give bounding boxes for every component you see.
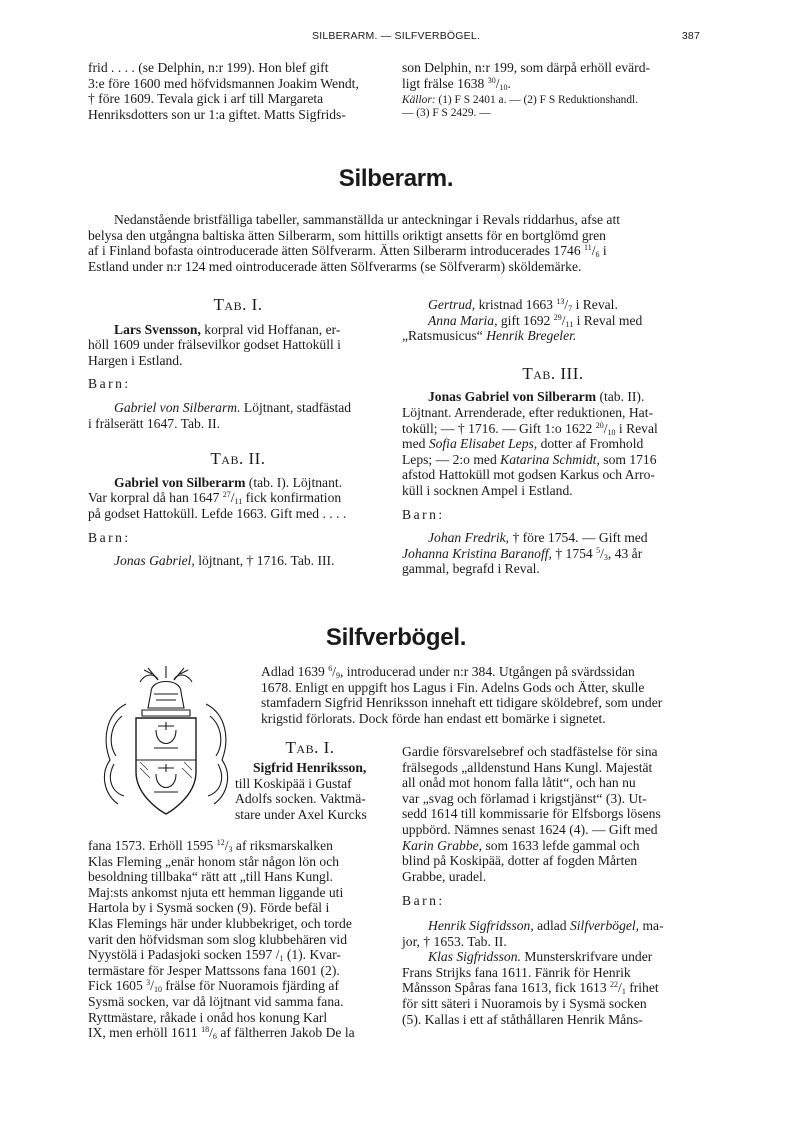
- text-line: stamfadern Sigfrid Henriksson innehaft ett tidigare sköldebref, som under: [261, 695, 663, 711]
- text-line: Fick 1605 $^3/_{10}$ frälse för Nuoramois fjärding af: [88, 978, 339, 995]
- text-line: Karin Grabbe, som 1633 lefde gammal och: [402, 837, 640, 853]
- text-line: blind på Koskipää, dotter af fogden Mårten: [402, 853, 638, 869]
- text-line: belysa den utgångna baltiska ätten Silberarm, som hittills oriktigt ansetts för en bortglömd gren: [88, 227, 606, 243]
- text-line: krigstid förlorats. Dock förde han endast ett bomärke i signetet.: [261, 710, 606, 726]
- text-line: (5). Kallas i ett af ståthållaren Henrik Måns-: [402, 1011, 643, 1027]
- text-line: fana 1573. Erhöll 1595 $^{12}/_3$ af riksmarskalken: [88, 838, 333, 854]
- text-line: för sitt säteri i Nuoramois by i Sysmä socken: [402, 995, 647, 1011]
- silfverbogel-narrow: [235, 760, 389, 822]
- text-line: Grabbe, uradel.: [402, 868, 487, 884]
- silberarm-intro: [88, 212, 703, 274]
- text-line: 1678. Enligt en uppgift hos Lagus i Fin. Adelns Gods och Ätter, skulle: [261, 679, 645, 695]
- text-line: Nyystölä i Padasjoki socken 1597 $/_1$ (1). Kvar-: [88, 947, 341, 964]
- text-line: Klas Flemings här under klubbekriget, och torde: [88, 915, 352, 931]
- children-label: Barn:: [402, 893, 445, 909]
- text-line: gammal, begrafd i Reval.: [402, 561, 540, 577]
- text-line: ligt frälse 1638 $^{30}/_{10}$.: [402, 75, 511, 92]
- text-line: sedd 1614 till kommissarie för Elfsborgs lösens: [402, 806, 661, 822]
- text-line: Johanna Kristina Baranoff, † 1754 $^5/_3$, 43 år: [402, 545, 643, 562]
- continuation-right: [402, 60, 702, 120]
- silfverbogel-intro: [261, 664, 703, 726]
- text-line: Månsson Spåras fana 1613, fick 1613 $^{22}/_1$ frihet: [402, 980, 659, 997]
- text-line: toküll; — † 1716. — Gift 1:o 1622 $^{20}/_{10}$ i Reval: [402, 420, 658, 437]
- silberarm-right-column: [402, 297, 704, 577]
- sources-cont: — (3) F S 2429. —: [402, 107, 491, 120]
- silberarm-left-column: [88, 297, 388, 569]
- children-label: Barn:: [88, 529, 131, 545]
- text-line: all onåd mot honom falla låtit“, och han nu: [402, 775, 636, 791]
- running-title: SILBERARM. — SILFVERBÖGEL.: [312, 30, 480, 42]
- silfverbogel-right-column: [402, 744, 704, 1027]
- child-entry: Gabriel von Silberarm. Löjtnant, stadfästad: [114, 399, 352, 415]
- text-line: Frans Strijks fana 1611. Fänrik för Henrik: [402, 964, 631, 980]
- child-entry: Klas Sigfridsson. Munsterskrifvare under: [428, 949, 653, 965]
- child-entry: Gertrud, kristnad 1663 $^{13}/_7$ i Reval.: [428, 297, 618, 313]
- text-line: Hartola by i Sysmä socken (9). Förde befäl i: [88, 900, 330, 916]
- text-line: var „svag och förlamad i krigstjänst“ (3). Ut-: [402, 790, 647, 806]
- text-line: Löjtnant. Arrenderade, efter reduktionen, Hat-: [402, 404, 653, 420]
- running-header: [0, 28, 792, 44]
- text-line: varit den höfvidsman som slog klubbehären vid: [88, 931, 347, 947]
- text-line: jor, † 1653. Tab. II.: [402, 933, 507, 949]
- child-entry: Henrik Sigfridsson, adlad Silfverbögel, ma-: [428, 917, 664, 933]
- entry: Jonas Gabriel von Silberarm (tab. II).: [428, 389, 645, 405]
- silfverbogel-left-column: [88, 838, 389, 1041]
- text-line: Henriksdotters son ur 1:a giftet. Matts Sigfrids-: [88, 106, 346, 122]
- text-line: son Delphin, n:r 199, som därpå erhöll evärd-: [402, 60, 651, 75]
- child-entry: Anna Maria, gift 1692 $^{29}/_{11}$ i Reval med: [428, 312, 643, 329]
- text-line: termästare för Jesper Mattssons fana 1601 (2).: [88, 962, 340, 978]
- section-heading-silberarm: Silberarm.: [338, 165, 454, 192]
- entry: Gabriel von Silberarm (tab. I). Löjtnant.: [114, 474, 343, 490]
- tab-heading: Tab. I.: [285, 738, 335, 757]
- text-line: stare under Axel Kurcks: [235, 806, 367, 822]
- tab-heading: Tab. II.: [210, 449, 266, 469]
- text-line: Estland under n:r 124 med ointroducerade ätten Sölfverarms (se Sölfverarm) sköldemärke.: [88, 258, 582, 274]
- text-line: 3:e före 1600 med höfvidsmannen Joakim Wendt,: [88, 75, 359, 91]
- text-line: † före 1609. Tevala gick i arf till Margareta: [88, 91, 324, 107]
- text-line: Ryttmästare, råkade i onåd hos konung Karl: [88, 1009, 328, 1025]
- text-line: frid . . . . (se Delphin, n:r 199). Hon blef gift: [88, 60, 329, 75]
- text-line: besoldning tillbaka“ rätt att „till Hans Kungl.: [88, 869, 334, 885]
- text-line: till Koskipää i Gustaf: [235, 775, 352, 791]
- text-line: höll 1609 under frälsevilkor godset Hattoküll i: [88, 337, 341, 353]
- child-entry: Johan Fredrik, † före 1754. — Gift med: [428, 530, 648, 546]
- text-line: frälsegods „alldenstund Hans Kungl. Majestät: [402, 759, 653, 775]
- text-line: Gardie försvarelsebref och stadfästelse för sina: [402, 744, 658, 759]
- text-line: afstod Hattoküll mot godsen Karkus och Arro-: [402, 467, 655, 483]
- child-entry: Jonas Gabriel, löjtnant, † 1716. Tab. III.: [114, 553, 335, 569]
- text-line: IX, men erhöll 1611 $^{18}/_6$ af fältherren Jakob De la: [88, 1025, 355, 1042]
- text-line: Sysmä socken, var då löjtnant vid samma fana.: [88, 993, 344, 1009]
- text-line: Var korpral då han 1647 $^{27}/_{11}$ fick konfirmation: [88, 490, 342, 507]
- entry: Lars Svensson, korpral vid Hoffanan, er-: [114, 321, 341, 337]
- tab-heading: Tab. I.: [213, 295, 263, 314]
- children-label: Barn:: [88, 376, 131, 392]
- coat-of-arms: [96, 664, 236, 836]
- text-line: Hargen i Estland.: [88, 352, 183, 368]
- sources: Källor: (1) F S 2401 a. — (2) F S Reduktionshandl.: [402, 94, 639, 107]
- tab-heading: Tab. III.: [522, 363, 584, 383]
- text-line: med Sofia Elisabet Leps, dotter af Fromhold: [402, 436, 644, 452]
- text-line: Leps; — 2:o med Katarina Schmidt, som 1716: [402, 451, 657, 467]
- text-line: Klas Fleming „enär honom står någon lön och: [88, 853, 340, 869]
- text-line: Adlad 1639 $^6/_9$, introducerad under n:r 384. Utgången på svärdssidan: [261, 664, 635, 680]
- text-line: af i Finland bofasta ointroducerade ätten Sölfverarm. Ätten Silberarm introducerades 1746 $^{11}/_6$ i: [88, 243, 607, 260]
- text-line: „Ratsmusicus“ Henrik Bregeler.: [402, 328, 577, 344]
- text-line: Adolfs socken. Vaktmä-: [235, 791, 366, 807]
- text-line: küll i socknen Ampel i Estland.: [402, 482, 573, 498]
- entry: Sigfrid Henriksson,: [253, 760, 367, 775]
- page-number: 387: [681, 30, 700, 42]
- text-line: Nedanstående bristfälliga tabeller, sammanställda ur anteckningar i Revals riddarhus, afse att: [114, 212, 621, 227]
- text-line: på godset Hattoküll. Lefde 1663. Gift med . . . .: [88, 505, 347, 521]
- text-line: Maj:sts ankomst njuta ett hemman liggande uti: [88, 884, 344, 900]
- text-line: uppbörd. Nämnes senast 1624 (4). — Gift med: [402, 821, 658, 837]
- continuation-left: [88, 60, 388, 122]
- section-heading-silfverbogel: Silfverbögel.: [325, 624, 467, 651]
- children-label: Barn:: [402, 506, 445, 522]
- text-line: i frälserätt 1647. Tab. II.: [88, 415, 221, 431]
